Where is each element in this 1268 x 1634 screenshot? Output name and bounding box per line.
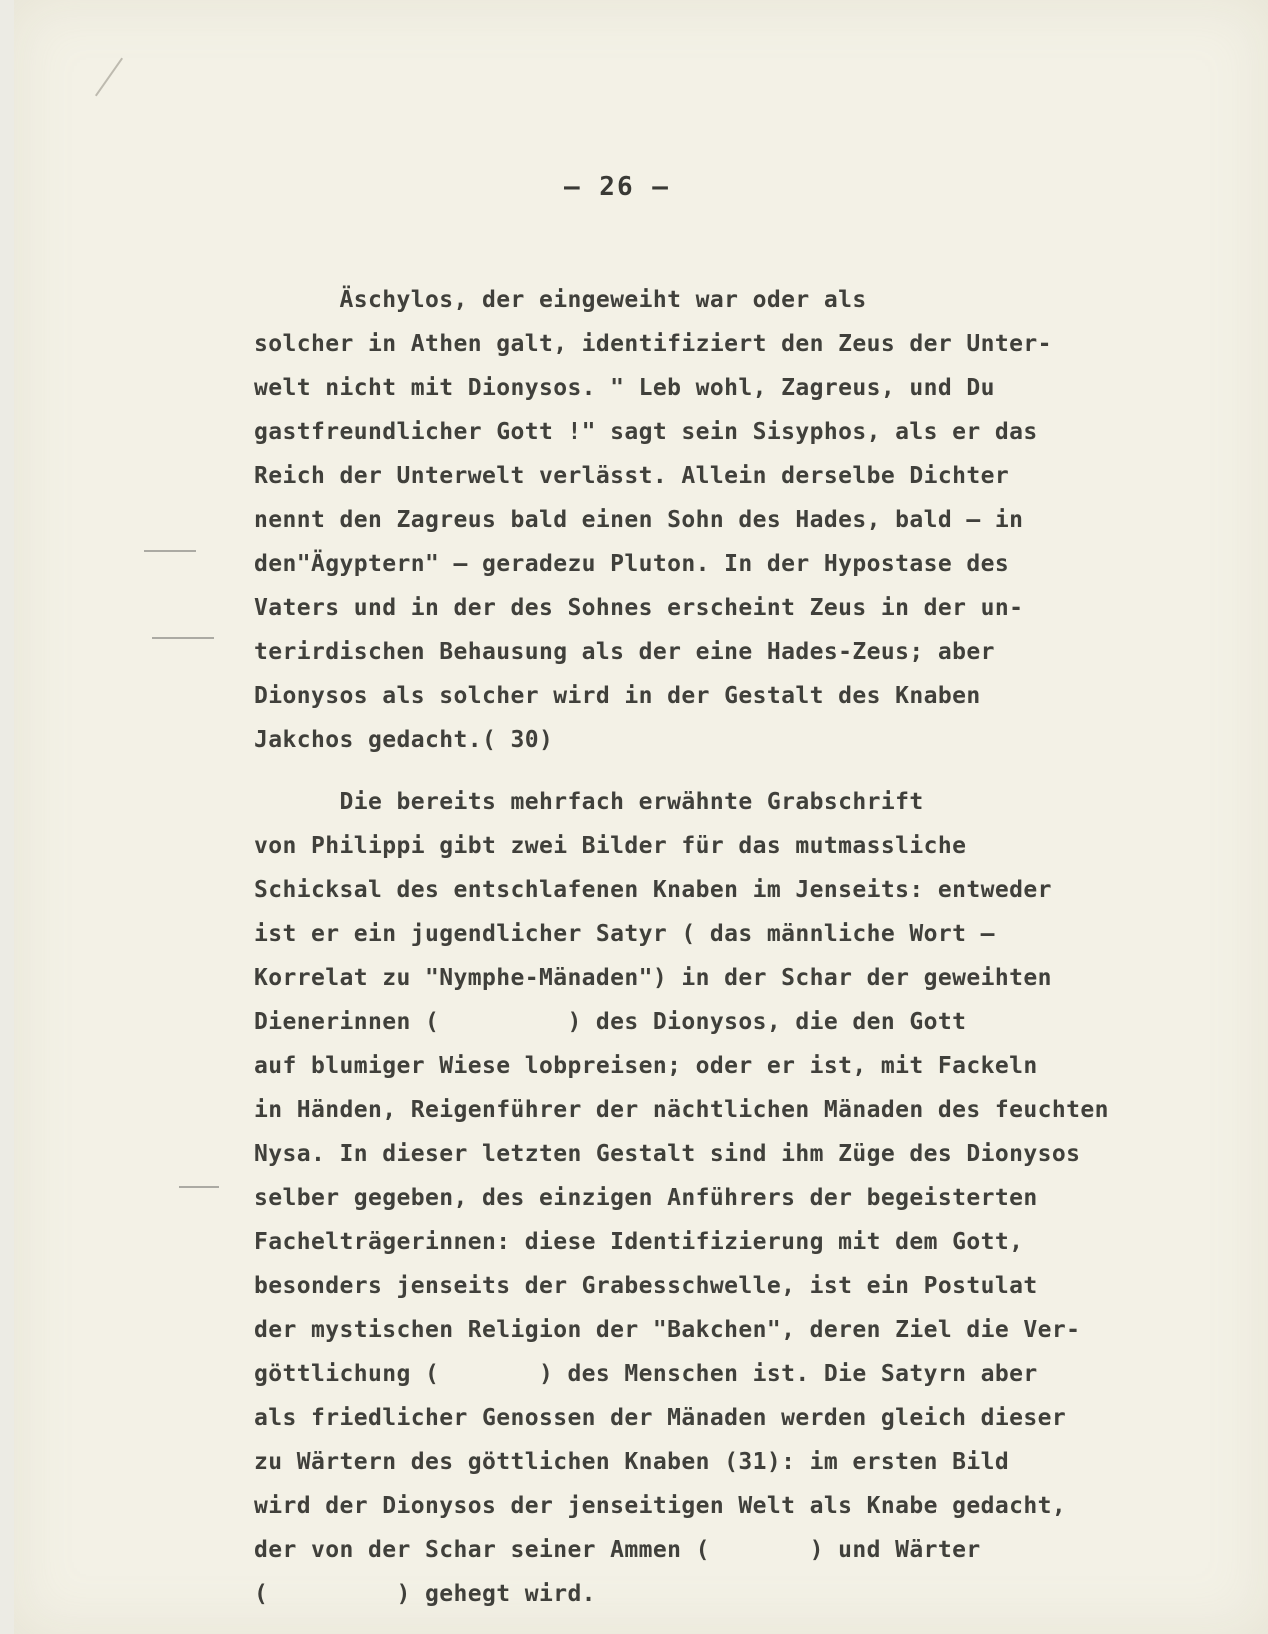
text-line: göttlichung ( ) des Menschen ist. Die Satyrn aber [254, 1361, 1038, 1387]
text-line: als friedlicher Genossen der Mänaden werden gleich dieser [254, 1405, 1067, 1431]
text-line: gastfreundlicher Gott !" sagt sein Sisyphos, als er das [254, 419, 1038, 445]
text-line: in Händen, Reigenführer der nächtlichen Mänaden des feuchten [254, 1097, 1109, 1123]
text-line: zu Wärtern des göttlichen Knaben (31): im ersten Bild [254, 1449, 1010, 1475]
text-line: der von der Schar seiner Ammen ( ) und Wärter [254, 1537, 981, 1563]
text-line: Nysa. In dieser letzten Gestalt sind ihm Züge des Dionysos [254, 1141, 1081, 1167]
text-line: ( ) gehegt wird. [254, 1581, 596, 1607]
text-line: Dienerinnen ( ) des Dionysos, die den Gott [254, 1009, 967, 1035]
text-line: Fachelträgerinnen: diese Identifizierung mit dem Gott, [254, 1229, 1024, 1255]
text-line: von Philippi gibt zwei Bilder für das mutmassliche [254, 833, 967, 859]
text-line: der mystischen Religion der "Bakchen", deren Ziel die Ver- [254, 1317, 1081, 1343]
text-line: wird der Dionysos der jenseitigen Welt als Knabe gedacht, [254, 1493, 1067, 1519]
page-number: – 26 – [564, 172, 670, 202]
text-line: nennt den Zagreus bald einen Sohn des Hades, bald – in [254, 507, 1024, 533]
text-line: Jakchos gedacht.( 30) [254, 727, 554, 753]
text-line: Äschylos, der eingeweiht war oder als [254, 287, 867, 313]
text-line: den"Ägyptern" – geradezu Pluton. In der Hypostase des [254, 551, 1010, 577]
margin-mark [144, 550, 196, 552]
paragraph-1 [254, 278, 1184, 762]
text-line: auf blumiger Wiese lobpreisen; oder er ist, mit Fackeln [254, 1053, 1038, 1079]
margin-mark [179, 1186, 219, 1188]
text-line: Vaters und in der des Sohnes erscheint Zeus in der un- [254, 595, 1024, 621]
text-line: welt nicht mit Dionysos. " Leb wohl, Zagreus, und Du [254, 375, 995, 401]
text-line: terirdischen Behausung als der eine Hades-Zeus; aber [254, 639, 995, 665]
text-line: Korrelat zu "Nymphe-Mänaden") in der Schar der geweihten [254, 965, 1052, 991]
paragraph-2 [254, 780, 1184, 1616]
pencil-mark [95, 58, 123, 97]
text-line: Reich der Unterwelt verlässt. Allein derselbe Dichter [254, 463, 1010, 489]
document-page [14, 0, 1268, 1634]
text-line: ist er ein jugendlicher Satyr ( das männliche Wort – [254, 921, 995, 947]
text-line: besonders jenseits der Grabesschwelle, ist ein Postulat [254, 1273, 1038, 1299]
text-line: Dionysos als solcher wird in der Gestalt des Knaben [254, 683, 981, 709]
text-line: Schicksal des entschlafenen Knaben im Jenseits: entweder [254, 877, 1052, 903]
text-line: Die bereits mehrfach erwähnte Grabschrift [254, 789, 924, 815]
margin-mark [152, 637, 214, 639]
text-line: solcher in Athen galt, identifiziert den Zeus der Unter- [254, 331, 1052, 357]
text-line: selber gegeben, des einzigen Anführers der begeisterten [254, 1185, 1038, 1211]
